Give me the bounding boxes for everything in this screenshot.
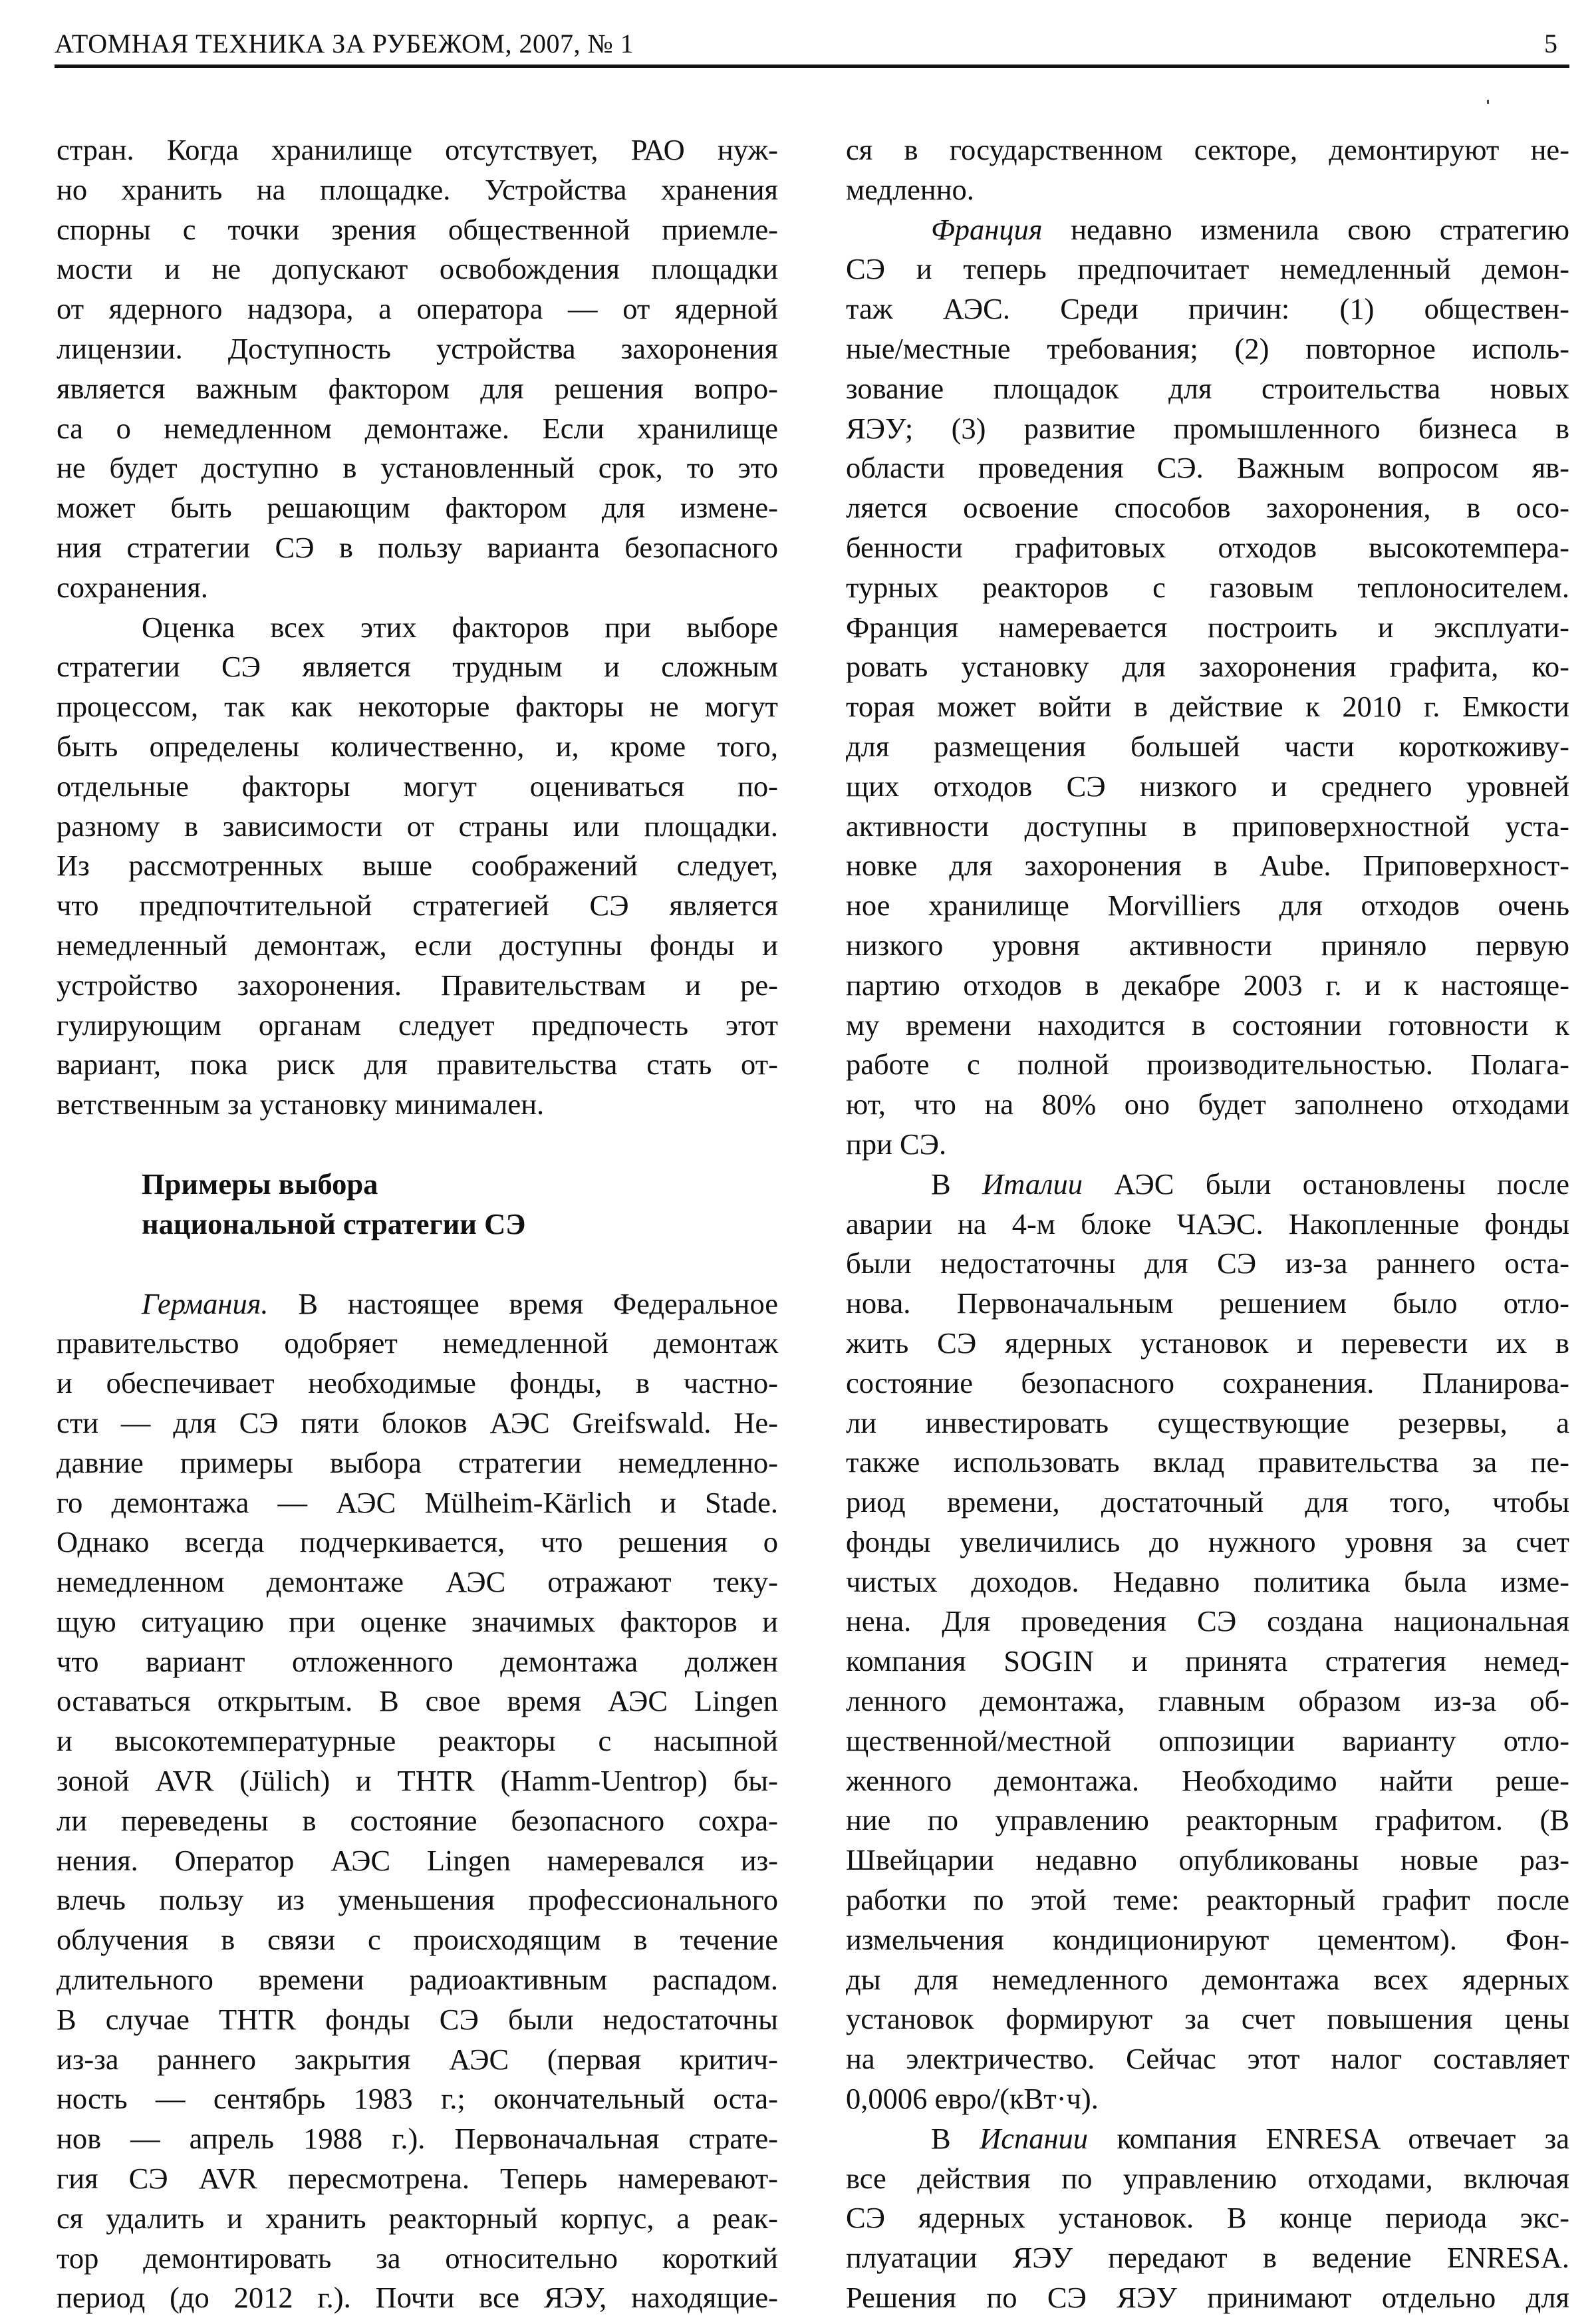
text-line: из-за раннего закрытия АЭС (первая критич- [57, 2042, 778, 2076]
paragraph-first-line [846, 210, 1569, 250]
text-run: В [931, 2121, 980, 2155]
text-line: установок формируют за счет повышения цены [846, 2002, 1569, 2036]
text-run: В [931, 1167, 983, 1201]
text-line: были недостаточны для СЭ из-за раннего оста- [846, 1246, 1569, 1280]
text-line: гия СЭ AVR пересмотрена. Теперь намеревают- [57, 2162, 778, 2196]
text-line: что предпочтительной стратегией СЭ является [57, 889, 778, 923]
text-line: при СЭ. [846, 1127, 947, 1161]
text-line: стратегии СЭ является трудным и сложным [57, 650, 778, 684]
text-line: СЭ и теперь предпочитает немедленный демон- [846, 252, 1569, 286]
text-line: спорны с точки зрения общественной приемле- [57, 212, 778, 246]
text-line: турных реакторов с газовым теплоносителем. [846, 570, 1569, 604]
text-line: влечь пользу из уменьшения профессионального [57, 1883, 778, 1917]
text-line: медленно. [846, 172, 974, 206]
text-line: ют, что на 80% оно будет заполнено отходами [846, 1087, 1569, 1121]
text-line: также использовать вклад правительства за пе- [846, 1445, 1569, 1479]
running-header [55, 25, 1564, 67]
text-line: щих отходов СЭ низкого и среднего уровней [846, 769, 1569, 803]
text-line: на электричество. Сейчас этот налог составляет [846, 2042, 1569, 2076]
country-name-italy: Италии [982, 1167, 1083, 1201]
text-line: для размещения большей части короткоживу- [846, 729, 1569, 763]
text-line: са о немедленном демонтаже. Если хранилище [57, 411, 778, 445]
paragraph-france [846, 210, 1569, 1165]
text-line: области проведения СЭ. Важным вопросом яв- [846, 451, 1569, 485]
text-line: длительного времени радиоактивным распадом. [57, 1963, 778, 1997]
text-line: Однако всегда подчеркивается, что решения о [57, 1525, 778, 1559]
text-line: фонды увеличились до нужного уровня за счет [846, 1524, 1569, 1558]
text-line: ность — сентябрь 1983 г.; окончательный оста- [57, 2082, 778, 2116]
text-line: работки по этой теме: реакторный графит после [846, 1883, 1569, 1917]
text-line: состояние безопасного сохранения. Планирова- [846, 1366, 1569, 1399]
text-line: ное хранилище Morvilliers для отходов очень [846, 889, 1569, 923]
text-line: ся в государственном секторе, демонтируют не- [846, 133, 1569, 166]
text-line: лицензии. Доступность устройства захоронения [57, 331, 778, 365]
paragraph-continuation [846, 130, 1569, 210]
text-line: отдельные факторы могут оцениваться по- [57, 769, 778, 803]
text-line: аварии на 4-м блоке ЧАЭС. Накопленные фонды [846, 1207, 1569, 1240]
text-line: давние примеры выбора стратегии немедленно- [57, 1445, 778, 1479]
left-column [57, 130, 778, 2318]
text-line: нена. Для проведения СЭ создана национальная [846, 1604, 1569, 1638]
country-name-germany: Германия. [142, 1286, 269, 1320]
text-line: торая может войти в действие к 2010 г. Емкости [846, 690, 1569, 724]
text-run: недавно изменила свою стратегию [1042, 212, 1569, 246]
paragraph-first-line [846, 1165, 1569, 1205]
section-heading-line: национальной стратегии СЭ [142, 1207, 526, 1240]
text-line: нения. Оператор АЭС Lingen намеревался из- [57, 1843, 778, 1877]
section-heading-line: Примеры выбора [142, 1167, 378, 1201]
text-line: ся удалить и хранить реакторный корпус, а реак- [57, 2201, 778, 2235]
text-line: щественной/местной оппозиции варианту отло- [846, 1723, 1569, 1757]
text-line: ние по управлению реакторным графитом. (В [846, 1803, 1569, 1837]
text-line: период (до 2012 г.). Почти все ЯЭУ, находящие- [57, 2281, 778, 2315]
text-line: является важным фактором для решения вопро- [57, 371, 778, 405]
text-line: немедленном демонтаже АЭС отражают теку- [57, 1565, 778, 1599]
text-line: тор демонтировать за относительно короткий [57, 2241, 778, 2275]
text-run: компания ENRESA отвечает за [1088, 2121, 1569, 2155]
text-line: СЭ ядерных установок. В конце периода экс- [846, 2201, 1569, 2235]
right-column [846, 130, 1569, 2318]
text-line: сти — для СЭ пяти блоков АЭС Greifswald. Не- [57, 1405, 778, 1439]
paragraph-germany [57, 1284, 778, 2318]
text-line: жить СЭ ядерных установок и перевести их в [846, 1326, 1569, 1360]
paragraph-storage [57, 130, 778, 608]
text-line: плуатации ЯЭУ передают в ведение ENRESA. [846, 2241, 1569, 2275]
text-line: и высокотемпературные реакторы с насыпной [57, 1724, 778, 1758]
text-line: стран. Когда хранилище отсутствует, РАО нуж- [57, 133, 778, 166]
text-line: активности доступны в приповерхностной уста- [846, 809, 1569, 843]
text-line: щую ситуацию при оценке значимых факторов и [57, 1604, 778, 1638]
text-line: от ядерного надзора, а оператора — от ядерной [57, 292, 778, 326]
text-line: что вариант отложенного демонтажа должен [57, 1644, 778, 1678]
text-line: вариант, пока риск для правительства стать от- [57, 1048, 778, 1082]
text-line: не будет доступно в установленный срок, то это [57, 451, 778, 485]
text-line: работе с полной производительностью. Полага- [846, 1048, 1569, 1082]
text-line: нова. Первоначальным решением было отло- [846, 1286, 1569, 1320]
text-line: немедленный демонтаж, если доступны фонды и [57, 928, 778, 962]
text-line: ли инвестировать существующие резервы, а [846, 1405, 1569, 1439]
text-line: Швейцарии недавно опубликованы новые раз- [846, 1843, 1569, 1877]
text-line: ветственным за установку минимален. [57, 1087, 545, 1121]
text-line: мости и не допускают освобождения площадки [57, 252, 778, 286]
text-line: нов — апрель 1988 г.). Первоначальная страте- [57, 2122, 778, 2156]
text-line: ЯЭУ; (3) развитие промышленного бизнеса в [846, 411, 1569, 445]
text-line: Из рассмотренных выше соображений следует, [57, 849, 778, 883]
text-line: новке для захоронения в Aube. Приповерхност- [846, 849, 1569, 883]
paragraph-italy [846, 1165, 1569, 2119]
text-line: риод времени, достаточный для того, чтобы [846, 1485, 1569, 1519]
text-line: компания SOGIN и принята стратегия немед- [846, 1644, 1569, 1678]
text-line: ды для немедленного демонтажа всех ядерных [846, 1962, 1569, 1996]
paragraph-spain [846, 2119, 1569, 2318]
country-name-spain: Испании [980, 2121, 1089, 2155]
text-line: В случае THTR фонды СЭ были недостаточны [57, 2002, 778, 2036]
text-line: зоной AVR (Jülich) и THTR (Hamm-Uentrop) бы- [57, 1764, 778, 1798]
page-number: 5 [1544, 29, 1557, 59]
text-line: может быть решающим фактором для измене- [57, 491, 778, 525]
text-line: Оценка всех этих факторов при выборе [142, 610, 778, 644]
text-line: ровать установку для захоронения графита, ко- [846, 650, 1569, 684]
text-line: и обеспечивает необходимые фонды, в частно- [57, 1366, 778, 1400]
text-line: облучения в связи с происходящим в течение [57, 1923, 778, 1957]
journal-title: АТОМНАЯ ТЕХНИКА ЗА РУБЕЖОМ, 2007, № 1 [55, 29, 634, 59]
text-run: В настоящее время Федеральное [268, 1286, 778, 1320]
text-line: ленного демонтажа, главным образом из-за об- [846, 1684, 1569, 1718]
text-line: го демонтажа — АЭС Mülheim-Kärlich и Stade. [57, 1485, 778, 1519]
text-line: партию отходов в декабре 2003 г. и к настояще- [846, 968, 1569, 1002]
text-line: правительство одобряет немедленной демонтаж [57, 1326, 778, 1360]
text-line: му времени находится в состоянии готовности к [846, 1008, 1569, 1042]
text-line: ния стратегии СЭ в пользу варианта безопасного [57, 530, 778, 564]
text-line: все действия по управлению отходами, включая [846, 2161, 1569, 2195]
text-line: ли переведены в состояние безопасного сохра- [57, 1803, 778, 1837]
paragraph-first-line [846, 2119, 1569, 2159]
header-rule [55, 65, 1569, 68]
section-heading [142, 1165, 778, 1244]
text-line: 0,0006 евро/(кВт·ч). [846, 2082, 1099, 2116]
paragraph-evaluation [57, 608, 778, 1125]
country-name-france: Франция [931, 212, 1043, 246]
text-line: разному в зависимости от страны или площадки. [57, 809, 778, 843]
text-run: АЭС были остановлены после [1083, 1167, 1569, 1201]
text-line: Решения по СЭ ЯЭУ принимают отдельно для [846, 2281, 1569, 2315]
text-line: Франция намеревается построить и эксплуати- [846, 610, 1569, 644]
text-line: чистых доходов. Недавно политика была изме- [846, 1564, 1569, 1598]
paragraph-first-line [57, 1284, 778, 1324]
text-line: процессом, так как некоторые факторы не могут [57, 690, 778, 724]
text-line: измельчения кондиционируют цементом). Фон- [846, 1922, 1569, 1956]
text-line: устройство захоронения. Правительствам и ре- [57, 968, 778, 1002]
scan-artifact [1487, 100, 1489, 104]
text-line: таж АЭС. Среди причин: (1) обществен- [846, 292, 1569, 326]
text-line: зование площадок для строительства новых [846, 371, 1569, 405]
text-line: оставаться открытым. В свое время АЭС Lingen [57, 1684, 778, 1718]
text-line: бенности графитовых отходов высокотемпера- [846, 530, 1569, 564]
text-line: быть определены количественно, и, кроме того, [57, 729, 778, 763]
text-line: но хранить на площадке. Устройства хранения [57, 172, 778, 206]
text-line: сохранения. [57, 570, 208, 604]
text-line: женного демонтажа. Необходимо найти реше- [846, 1763, 1569, 1797]
text-line: гулирующим органам следует предпочесть этот [57, 1008, 778, 1042]
text-line: ные/местные требования; (2) повторное исполь- [846, 331, 1569, 365]
text-line: низкого уровня активности приняло первую [846, 928, 1569, 962]
text-line: ляется освоение способов захоронения, в осо- [846, 491, 1569, 525]
